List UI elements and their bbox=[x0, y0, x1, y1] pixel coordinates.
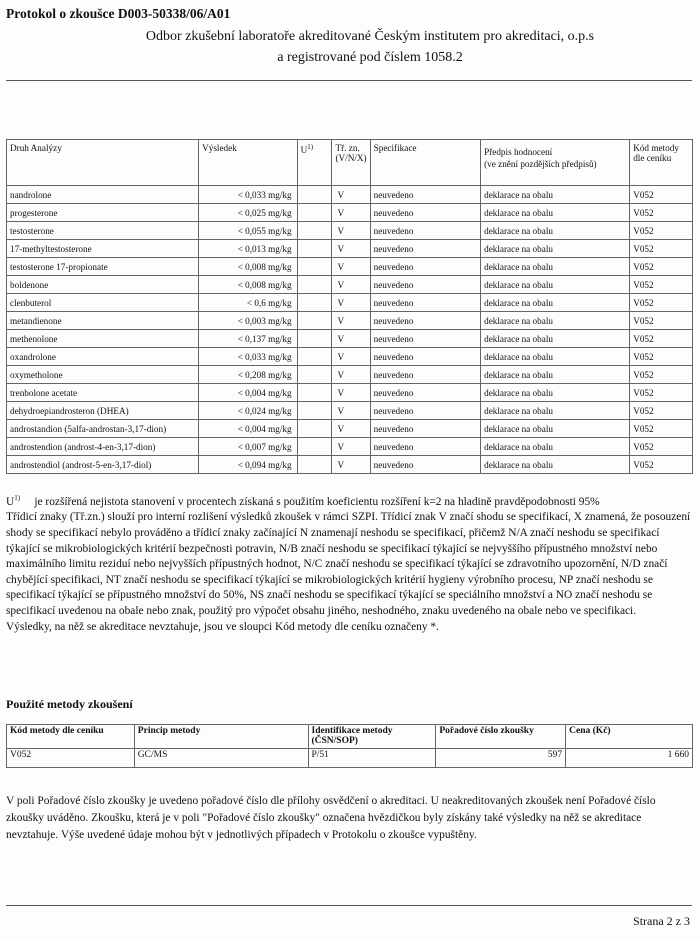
result-cell: < 0,6 mg/kg bbox=[199, 294, 298, 312]
result-row bbox=[7, 258, 693, 276]
specification-cell: neuvedeno bbox=[370, 312, 480, 330]
analysis-cell: oxymetholone bbox=[7, 366, 199, 384]
class-cell: V bbox=[332, 204, 370, 222]
uncertainty-label: U bbox=[300, 145, 308, 156]
class-cell: V bbox=[332, 186, 370, 204]
class-cell: V bbox=[332, 384, 370, 402]
regulation-cell: deklarace na obalu bbox=[481, 330, 630, 348]
result-cell: < 0,004 mg/kg bbox=[199, 384, 298, 402]
result-row bbox=[7, 276, 693, 294]
result-cell: < 0,208 mg/kg bbox=[199, 366, 298, 384]
result-row bbox=[7, 312, 693, 330]
note-u-text: je rozšířená nejistota stanovení v procentech získaná s použitím koeficientu rozšíření k=2 na hladině pravděpodobnosti 95% bbox=[34, 495, 600, 508]
methods-header-row bbox=[7, 725, 693, 749]
regulation-cell: deklarace na obalu bbox=[481, 222, 630, 240]
specification-cell: neuvedeno bbox=[370, 258, 480, 276]
class-cell: V bbox=[332, 330, 370, 348]
uncertainty-cell bbox=[297, 330, 332, 348]
regulation-cell: deklarace na obalu bbox=[481, 438, 630, 456]
result-cell: < 0,007 mg/kg bbox=[199, 438, 298, 456]
method-principle: GC/MS bbox=[134, 749, 308, 768]
method-cell: V052 bbox=[630, 312, 693, 330]
specification-cell: neuvedeno bbox=[370, 402, 480, 420]
method-cell: V052 bbox=[630, 276, 693, 294]
specification-cell: neuvedeno bbox=[370, 276, 480, 294]
analysis-cell: androstendiol (androst-5-en-3,17-diol) bbox=[7, 456, 199, 474]
col-specification: Specifikace bbox=[370, 140, 480, 186]
regulation-note: (ve znění pozdějších předpisů) bbox=[484, 159, 597, 169]
result-cell: < 0,094 mg/kg bbox=[199, 456, 298, 474]
method-cell: V052 bbox=[630, 438, 693, 456]
col-regulation bbox=[481, 140, 630, 186]
specification-cell: neuvedeno bbox=[370, 240, 480, 258]
regulation-label: Předpis hodnocení bbox=[484, 147, 553, 157]
regulation-cell: deklarace na obalu bbox=[481, 204, 630, 222]
uncertainty-cell bbox=[297, 366, 332, 384]
col-analysis: Druh Analýzy bbox=[7, 140, 199, 186]
analysis-cell: oxandrolone bbox=[7, 348, 199, 366]
uncertainty-sup: 1) bbox=[307, 143, 314, 151]
uncertainty-cell bbox=[297, 240, 332, 258]
methods-heading: Použité metody zkoušení bbox=[6, 697, 133, 711]
uncertainty-cell bbox=[297, 402, 332, 420]
uncertainty-cell bbox=[297, 204, 332, 222]
class-cell: V bbox=[332, 438, 370, 456]
class-cell: V bbox=[332, 294, 370, 312]
specification-cell: neuvedeno bbox=[370, 186, 480, 204]
note-u-label: U bbox=[6, 495, 15, 508]
method-cell: V052 bbox=[630, 294, 693, 312]
result-cell: < 0,033 mg/kg bbox=[199, 186, 298, 204]
result-cell: < 0,008 mg/kg bbox=[199, 276, 298, 294]
uncertainty-cell bbox=[297, 420, 332, 438]
uncertainty-cell bbox=[297, 384, 332, 402]
regulation-cell: deklarace na obalu bbox=[481, 402, 630, 420]
analysis-cell: trenbolone acetate bbox=[7, 384, 199, 402]
class-cell: V bbox=[332, 258, 370, 276]
regulation-cell: deklarace na obalu bbox=[481, 240, 630, 258]
col-principle: Princip metody bbox=[134, 725, 308, 749]
protocol-title: Protokol o zkoušce D003-50338/06/A01 bbox=[6, 6, 231, 21]
regulation-cell: deklarace na obalu bbox=[481, 294, 630, 312]
result-row bbox=[7, 348, 693, 366]
method-order: 597 bbox=[436, 749, 566, 768]
method-cell: V052 bbox=[630, 348, 693, 366]
col-class: Tř. zn. (V/N/X) bbox=[332, 140, 370, 186]
specification-cell: neuvedeno bbox=[370, 366, 480, 384]
col-uncertainty bbox=[297, 140, 332, 186]
analysis-cell: methenolone bbox=[7, 330, 199, 348]
result-row bbox=[7, 204, 693, 222]
regulation-cell: deklarace na obalu bbox=[481, 276, 630, 294]
uncertainty-cell bbox=[297, 276, 332, 294]
specification-cell: neuvedeno bbox=[370, 384, 480, 402]
class-cell: V bbox=[332, 402, 370, 420]
class-cell: V bbox=[332, 420, 370, 438]
method-cell: V052 bbox=[630, 366, 693, 384]
regulation-cell: deklarace na obalu bbox=[481, 186, 630, 204]
page-number: Strana 2 z 3 bbox=[633, 914, 690, 928]
header-divider bbox=[6, 80, 692, 81]
notes-block bbox=[6, 491, 692, 635]
method-cell: V052 bbox=[630, 258, 693, 276]
result-cell: < 0,033 mg/kg bbox=[199, 348, 298, 366]
regulation-cell: deklarace na obalu bbox=[481, 384, 630, 402]
regulation-cell: deklarace na obalu bbox=[481, 420, 630, 438]
result-row bbox=[7, 186, 693, 204]
uncertainty-cell bbox=[297, 438, 332, 456]
class-cell: V bbox=[332, 366, 370, 384]
regulation-cell: deklarace na obalu bbox=[481, 312, 630, 330]
analysis-cell: androstandion (5alfa-androstan-3,17-dion) bbox=[7, 420, 199, 438]
col-price: Cena (Kč) bbox=[566, 725, 693, 749]
uncertainty-cell bbox=[297, 186, 332, 204]
result-row bbox=[7, 402, 693, 420]
result-row bbox=[7, 456, 693, 474]
method-cell: V052 bbox=[630, 456, 693, 474]
class-cell: V bbox=[332, 222, 370, 240]
result-row bbox=[7, 240, 693, 258]
result-row bbox=[7, 438, 693, 456]
method-cell: V052 bbox=[630, 384, 693, 402]
analysis-cell: progesterone bbox=[7, 204, 199, 222]
registration-subtitle: a registrované pod číslem 1058.2 bbox=[277, 50, 463, 65]
result-cell: < 0,008 mg/kg bbox=[199, 258, 298, 276]
col-result: Výsledek bbox=[199, 140, 298, 186]
class-cell: V bbox=[332, 348, 370, 366]
result-cell: < 0,013 mg/kg bbox=[199, 240, 298, 258]
uncertainty-cell bbox=[297, 312, 332, 330]
class-cell: V bbox=[332, 240, 370, 258]
analysis-cell: androstendion (androst-4-en-3,17-dion) bbox=[7, 438, 199, 456]
specification-cell: neuvedeno bbox=[370, 294, 480, 312]
result-row bbox=[7, 384, 693, 402]
analysis-cell: testosterone bbox=[7, 222, 199, 240]
method-code: V052 bbox=[7, 749, 135, 768]
col-order: Pořadové číslo zkoušky bbox=[436, 725, 566, 749]
lab-subtitle: Odbor zkušební laboratoře akreditované Českým institutem pro akreditaci, o.p.s bbox=[145, 29, 595, 44]
uncertainty-note bbox=[6, 491, 692, 510]
method-cell: V052 bbox=[630, 222, 693, 240]
specification-cell: neuvedeno bbox=[370, 330, 480, 348]
class-cell: V bbox=[332, 312, 370, 330]
results-body bbox=[7, 186, 693, 474]
methods-table bbox=[6, 724, 693, 768]
analysis-cell: clenbuterol bbox=[7, 294, 199, 312]
result-cell: < 0,137 mg/kg bbox=[199, 330, 298, 348]
specification-cell: neuvedeno bbox=[370, 204, 480, 222]
result-row bbox=[7, 366, 693, 384]
result-cell: < 0,025 mg/kg bbox=[199, 204, 298, 222]
result-row bbox=[7, 222, 693, 240]
result-row bbox=[7, 330, 693, 348]
analysis-cell: boldenone bbox=[7, 276, 199, 294]
method-cell: V052 bbox=[630, 204, 693, 222]
class-cell: V bbox=[332, 276, 370, 294]
method-cell: V052 bbox=[630, 402, 693, 420]
specification-cell: neuvedeno bbox=[370, 348, 480, 366]
result-row bbox=[7, 420, 693, 438]
analysis-cell: testosterone 17-propionate bbox=[7, 258, 199, 276]
method-price: 1 660 bbox=[566, 749, 693, 768]
analysis-cell: dehydroepiandrosteron (DHEA) bbox=[7, 402, 199, 420]
analysis-cell: 17-methyltestosterone bbox=[7, 240, 199, 258]
col-identification: Identifikace metody (ČSN/SOP) bbox=[308, 725, 436, 749]
regulation-cell: deklarace na obalu bbox=[481, 366, 630, 384]
result-cell: < 0,055 mg/kg bbox=[199, 222, 298, 240]
uncertainty-cell bbox=[297, 258, 332, 276]
specification-cell: neuvedeno bbox=[370, 438, 480, 456]
regulation-cell: deklarace na obalu bbox=[481, 348, 630, 366]
method-cell: V052 bbox=[630, 420, 693, 438]
col-method: Kód metody dle ceníku bbox=[630, 140, 693, 186]
method-identification: P/51 bbox=[308, 749, 436, 768]
accreditation-note: Výsledky, na něž se akreditace nevztahuje, jsou ve sloupci Kód metody dle ceníku označeny *. bbox=[6, 620, 439, 633]
result-cell: < 0,003 mg/kg bbox=[199, 312, 298, 330]
result-row bbox=[7, 294, 693, 312]
uncertainty-cell bbox=[297, 294, 332, 312]
methods-row bbox=[7, 749, 693, 768]
uncertainty-cell bbox=[297, 348, 332, 366]
result-cell: < 0,004 mg/kg bbox=[199, 420, 298, 438]
class-cell: V bbox=[332, 456, 370, 474]
regulation-cell: deklarace na obalu bbox=[481, 456, 630, 474]
method-cell: V052 bbox=[630, 240, 693, 258]
uncertainty-cell bbox=[297, 222, 332, 240]
closing-paragraph: V poli Pořadové číslo zkoušky je uvedeno pořadové číslo dle přílohy osvědčení o akreditaci. U neakreditovaných zkoušek není Pořadové číslo zkoušky uváděno. Zkoušku, která je v poli "Pořadové číslo zkoušky" označena hvězdičkou byly získány také výsledky na něž se akreditace nevztahuje. Výše uvedené údaje mohou být v jednotlivých případech v Protokolu o zkoušce vypuštěny. bbox=[6, 795, 656, 841]
specification-cell: neuvedeno bbox=[370, 222, 480, 240]
result-cell: < 0,024 mg/kg bbox=[199, 402, 298, 420]
results-header-row bbox=[7, 140, 693, 186]
col-method-code: Kód metody dle ceníku bbox=[7, 725, 135, 749]
uncertainty-cell bbox=[297, 456, 332, 474]
method-cell: V052 bbox=[630, 186, 693, 204]
regulation-cell: deklarace na obalu bbox=[481, 258, 630, 276]
class-code-note: Třídicí znaky (Tř.zn.) slouží pro interní rozlišení výsledků zkoušek v rámci SZPI. Třídicí znak V značí shodu se specifikací, X znamená, že posouzení shody se specifikací nebylo prováděno a třídicí znaky začínající N znamenají neshodu se specifikací, přičemž N/A značí neshodu se specifikací týkající se mikrobiologických kritérií bezpečnosti potravin, N/B značí neshodu se specifikací týkající se nejvyššího přípustného množství nebo maximálního limitu reziduí nebo nejvyšších přípustných hodnot, N/C značí neshodu se specifikací týkající se zdravotního upozornění, N/D značí chybějící specifikaci, NT značí neshodu se specifikací týkající se mikrobiologických kritérií hygieny výrobního procesu, NP značí neshodu se specifikací týkající se přípustného množství do 50%, NS značí neshodu se specifikací týkající se speciálního množství a NO značí neshodu se specifikací uvedenou na obale nebo znak, použitý pro výpočet obsahu jiného, neshodného, znaku uvedeného na obale nebo ve specifikaci. bbox=[6, 511, 691, 617]
analysis-cell: nandrolone bbox=[7, 186, 199, 204]
analysis-cell: metandienone bbox=[7, 312, 199, 330]
specification-cell: neuvedeno bbox=[370, 420, 480, 438]
footer-divider bbox=[6, 905, 692, 906]
results-table bbox=[6, 139, 693, 474]
specification-cell: neuvedeno bbox=[370, 456, 480, 474]
note-u-sup: 1) bbox=[14, 494, 21, 502]
method-cell: V052 bbox=[630, 330, 693, 348]
